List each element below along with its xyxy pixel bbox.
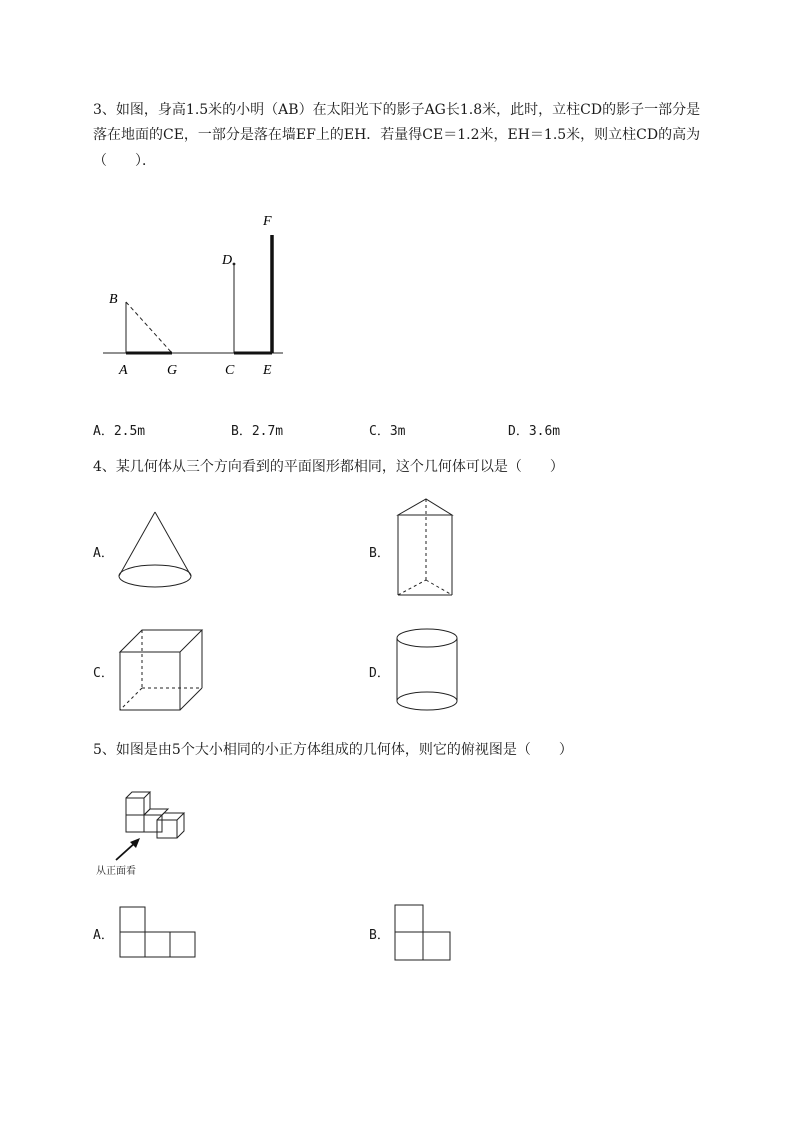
q4-option-c: C． [93, 666, 114, 681]
q4-option-a: A． [93, 546, 114, 561]
q3-line-1: 3、如图，身高1.5米的小明（AB）在太阳光下的影子AG长1.8米，此时，立柱CD的影子一部分是 [93, 102, 701, 118]
point-d [233, 263, 236, 266]
segment-bg [126, 302, 172, 353]
top-view-option-a [118, 905, 198, 960]
label-f: F [263, 214, 272, 229]
q3-shadow-figure [95, 205, 295, 385]
top-view-option-b [393, 903, 453, 963]
arrow-icon [110, 832, 150, 866]
label-c: C [225, 363, 235, 378]
label-d: D [222, 253, 233, 268]
cube-figure [115, 625, 210, 715]
q4-text: 4、某几何体从三个方向看到的平面图形都相同，这个几何体可以是（ ） [93, 459, 564, 475]
label-g: G [167, 363, 178, 378]
q5-option-b: B． [369, 928, 390, 943]
cone-figure [115, 508, 195, 593]
q4-option-b: B． [369, 546, 390, 561]
q3-option-d: D．3.6m [508, 424, 561, 439]
q3-option-a: A．2.5m [93, 424, 146, 439]
cylinder-figure [393, 626, 463, 716]
q5-text: 5、如图是由5个大小相同的小正方体组成的几何体，则它的俯视图是（ ） [93, 742, 573, 758]
label-e: E [263, 363, 272, 378]
q4-option-d: D． [369, 666, 390, 681]
view-caption: 从正面看 [96, 866, 136, 877]
q5-option-a: A． [93, 928, 114, 943]
q3-option-c: C．3m [369, 424, 406, 439]
label-a: A [119, 363, 128, 378]
q3-option-b: B．2.7m [231, 424, 284, 439]
q3-line-2: 落在地面的CE，一部分是落在墙EF上的EH．若量得CE＝1.2米，EH＝1.5米，则立柱CD的高为 [93, 127, 701, 143]
triangular-prism-figure [390, 495, 460, 605]
label-b: B [109, 292, 118, 307]
q3-line-3: （ ）． [93, 153, 156, 169]
